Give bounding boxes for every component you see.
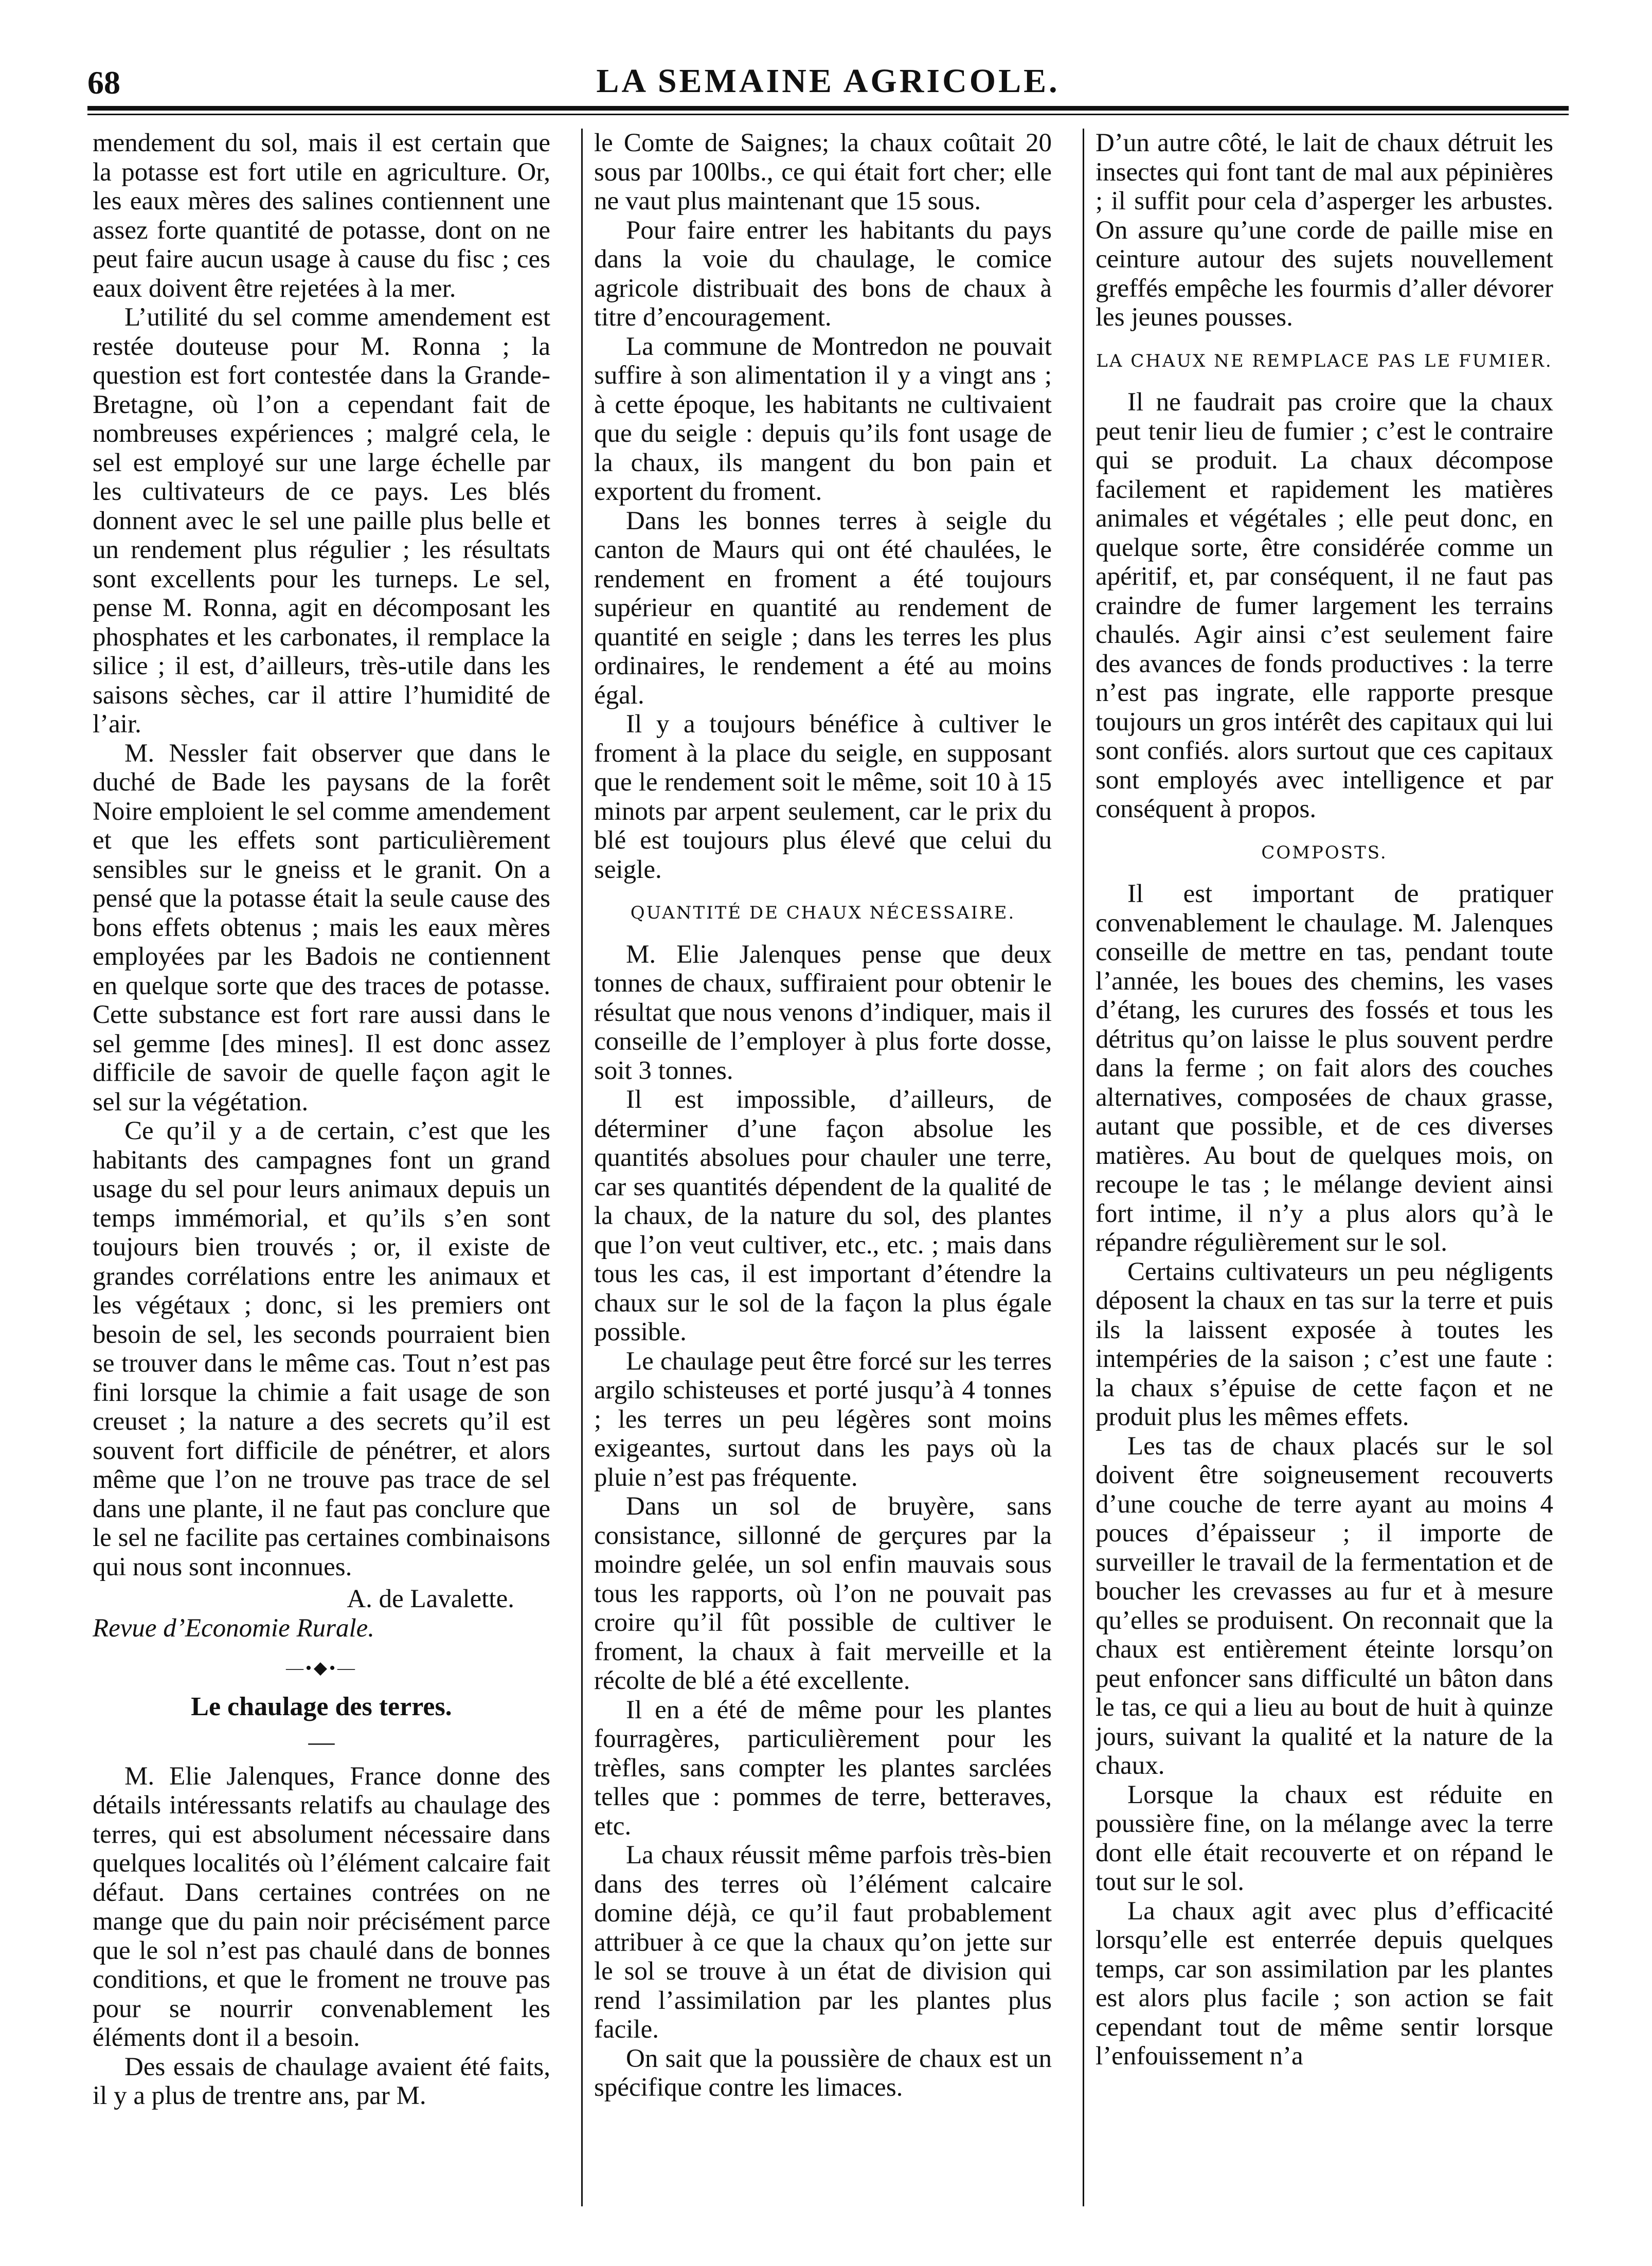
source-citation: Revue d’Economie Rurale.: [93, 1613, 375, 1643]
paragraph: Il est impossible, d’ailleurs, de déterminer d’une façon absolue les quantités absolues pour chauler une terre, car ses quantités dépendent de la qualité de la chaux, de la nature du sol, des plantes que l’on veut cultiver, etc., etc. ; mais dans tous les cas, il est important d’étendre la chaux sur le sol de la façon la plus égale possible.: [594, 1085, 1052, 1346]
page-number: 68: [87, 64, 120, 101]
page-header: [87, 62, 1569, 108]
paragraph: Des essais de chaulage avaient été faits, il y a plus de trentre ans, par M.: [93, 2052, 550, 2110]
paragraph: M. Elie Jalenques pense que deux tonnes de chaux, suffiraient pour obtenir le résultat que nous venons d’indiquer, mais il conseille de l’employer à plus forte dosse, soit 3 tonnes.: [594, 940, 1052, 1085]
section-subheading: COMPOSTS.: [1261, 842, 1388, 863]
paragraph: Dans les bonnes terres à seigle du canton de Maurs qui ont été chaulées, le rendement en froment a été toujours supérieur en quantité au rendement de quantité en seigle ; dans les terres les plus ordinaires, le rendement a été au moins égal.: [594, 506, 1052, 710]
paragraph: La chaux réussit même parfois très-bien dans des terres où l’élément calcaire domine déjà, ce qu’il faut probablement attribuer à ce que la chaux qu’on jette sur le sol se trouve à un état de division qui rend l’assimilation par les plantes plus facile.: [594, 1841, 1052, 2044]
section-subheading: LA CHAUX NE REMPLACE PAS LE FUMIER.: [1096, 350, 1553, 371]
paragraph: Les tas de chaux placés sur le sol doivent être soigneusement recouverts d’une couche de terre ayant au moins 4 pouces d’épaisseur ; il importe de surveiller le travail de la fermentation et de boucher les crevasses au fur et à mesure qu’elles se produisent. On reconnait que la chaux est entièrement éteinte lorsqu’on peut enfoncer sans difficulté un bâton dans le tas, ce qui a lieu au bout de huit à quinze jours, suivant la qualité et la nature de la chaux.: [1096, 1431, 1553, 1780]
paragraph: Ce qu’il y a de certain, c’est que les habitants des campagnes font un grand usage du sel pour leurs animaux depuis un temps immémorial, et qu’ils s’en sont toujours bien trouvés ; or, il existe de grandes corrélations entre les animaux et les végétaux ; donc, si les premiers ont besoin de sel, les seconds pourraient bien se trouver dans le même cas. Tout n’est pas fini lorsque la chimie a fait usage de son creuset ; la nature a des secrets qu’il est souvent fort difficile de pénétrer, et alors même que l’on ne trouve pas trace de sel dans une plante, il ne faut pas conclure que le sel ne facilite pas certaines combinaisons qui nous sont inconnues.: [93, 1117, 550, 1581]
section-subheading: QUANTITÉ DE CHAUX NÉCESSAIRE.: [630, 903, 1016, 923]
column-1: [93, 129, 550, 2196]
article-title: Le chaulage des terres.: [191, 1692, 452, 1721]
paragraph: Dans un sol de bruyère, sans consistance, sillonné de gerçures par la moindre gelée, un sol enfin mauvais sous tous les rapports, où l’on ne pouvait pas croire qu’il fût possible de cultiver le froment, la chaux à fait merveille et la récolte de blé a été excellente.: [594, 1492, 1052, 1695]
column-3: [1096, 129, 1553, 2196]
author-signature: A. de Lavalette.: [347, 1585, 514, 1613]
column-divider-1: [581, 129, 583, 2206]
paragraph: Il y a toujours bénéfice à cultiver le froment à la place du seigle, en supposant que le rendement soit le même, soit 10 à 15 minots par arpent seulement, car le prix du blé est toujours plus élevé que celui du seigle.: [594, 710, 1052, 884]
paragraph: M. Elie Jalenques, France donne des détails intéressants relatifs au chaulage des terres, qui est absolument nécessaire dans quelques localités où l’élément calcaire fait défaut. Dans certaines contrées on ne mange que du pain noir précisément parce que le sol n’est pas chaulé dans de bonnes conditions, et que le froment ne trouve pas pour se nourrir convenablement les éléments dont il a besoin.: [93, 1761, 550, 2052]
column-2: [594, 129, 1052, 2196]
paragraph: Il en a été de même pour les plantes fourragères, particulièrement pour les trèfles, sans compter les plantes sarclées telles que : pommes de terre, betteraves, etc.: [594, 1695, 1052, 1841]
ornament-divider: —•◆•—: [286, 1659, 357, 1678]
paragraph: Pour faire entrer les habitants du pays dans la voie du chaulage, le comice agricole distribuait des bons de chaux à titre d’encouragement.: [594, 215, 1052, 332]
paragraph: le Comte de Saignes; la chaux coûtait 20 sous par 100lbs., ce qui était fort cher; elle ne vaut plus maintenant que 15 sous.: [594, 129, 1052, 215]
paragraph: Il ne faudrait pas croire que la chaux peut tenir lieu de fumier ; c’est le contraire qui se produit. La chaux décompose facilement et rapidement les matières animales et végétales ; elle peut donc, en quelque sorte, être considérée comme un apéritif, et, par conséquent, il ne faut pas craindre de fumer largement les terrains chaulés. Agir ainsi c’est seulement faire des avances de fonds productives : la terre n’est pas ingrate, elle rapporte presque toujours un gros intérêt des capitaux qui lui sont confiés. alors surtout que ces capitaux sont employés avec intelligence et par conséquent à propos.: [1096, 388, 1553, 823]
paragraph: Certains cultivateurs un peu négligents déposent la chaux en tas sur la terre et puis ils la laissent exposée à toutes les intempéries de la saison ; c’est une faute : la chaux s’épuise de cette façon et ne produit plus les mêmes effets.: [1096, 1257, 1553, 1431]
paragraph: Le chaulage peut être forcé sur les terres argilo schisteuses et porté jusqu’à 4 tonnes ; les terres un peu légères sont moins exigeantes, surtout dans les pays où la pluie n’est pas fréquente.: [594, 1346, 1052, 1492]
paragraph: D’un autre côté, le lait de chaux détruit les insectes qui font tant de mal aux pépinières ; il suffit pour cela d’asperger les arbustes. On assure qu’une corde de paille mise en ceinture autour des sujets nouvellement greffés empêche les fourmis d’aller dévorer les jeunes pousses.: [1096, 129, 1553, 332]
journal-title: LA SEMAINE AGRICOLE.: [596, 62, 1060, 100]
header-rule-thin: [87, 114, 1569, 115]
paragraph: On sait que la poussière de chaux est un spécifique contre les limaces.: [594, 2044, 1052, 2102]
title-dash: —: [308, 1728, 335, 1756]
paragraph: La commune de Montredon ne pouvait suffire à son alimentation il y a vingt ans ; à cette époque, les habitants ne cultivaient que du seigle : depuis qu’ils font usage de la chaux, ils mangent du bon pain et exportent du froment.: [594, 332, 1052, 506]
paragraph: Lorsque la chaux est réduite en poussière fine, on la mélange avec la terre dont elle était recouverte et on répand le tout sur le sol.: [1096, 1780, 1553, 1896]
paragraph: L’utilité du sel comme amendement est restée douteuse pour M. Ronna ; la question est fort contestée dans la Grande-Bretagne, où l’on a cependant fait de nombreuses expériences ; malgré cela, le sel est employé sur une large échelle par les cultivateurs de ce pays. Les blés donnent avec le sel une paille plus belle et un rendement plus régulier ; les résultats sont excellents pour les turneps. Le sel, pense M. Ronna, agit en décomposant les phosphates et les carbonates, il remplace la silice ; il est, d’ailleurs, très-utile dans les saisons sèches, car il attire l’humidité de l’air.: [93, 303, 550, 739]
column-divider-2: [1083, 129, 1084, 2206]
paragraph: mendement du sol, mais il est certain que la potasse est fort utile en agriculture. Or, les eaux mères des salines contiennent une assez forte quantité de potasse, dont on ne peut faire aucun usage à cause du fisc ; ces eaux doivent être rejetées à la mer.: [93, 129, 550, 303]
paragraph: La chaux agit avec plus d’efficacité lorsqu’elle est enterrée depuis quelques temps, car son assimilation par les plantes est alors plus facile ; son action se fait cependant tout de même sentir lorsque l’enfouissement n’a: [1096, 1896, 1553, 2071]
paragraph: M. Nessler fait observer que dans le duché de Bade les paysans de la forêt Noire emploient le sel comme amendement et que les effets sont particulièrement sensibles sur le gneiss et le granit. On a pensé que la potasse était la seule cause des bons effets obtenus ; mais les eaux mères employées par les Badois ne contiennent en quelque sorte que des traces de potasse. Cette substance est fort rare aussi dans le sel gemme [des mines]. Il est donc assez difficile de savoir de quelle façon agit le sel sur la végétation.: [93, 739, 550, 1117]
paragraph: Il est important de pratiquer convenablement le chaulage. M. Jalenques conseille de mettre en tas, pendant toute l’année, les boues des chemins, les vases d’étang, les curures des fossés et tous les détritus qu’on laisse le plus souvent perdre dans la ferme ; on fait alors des couches alternatives, composées de chaux grasse, autant que possible, et de ces diverses matières. Au bout de quelques mois, on recoupe le tas ; le mélange devient ainsi fort intime, il n’y a plus alors qu’à le répandre régulièrement sur le sol.: [1096, 879, 1553, 1257]
header-rule-thick: [87, 106, 1569, 111]
